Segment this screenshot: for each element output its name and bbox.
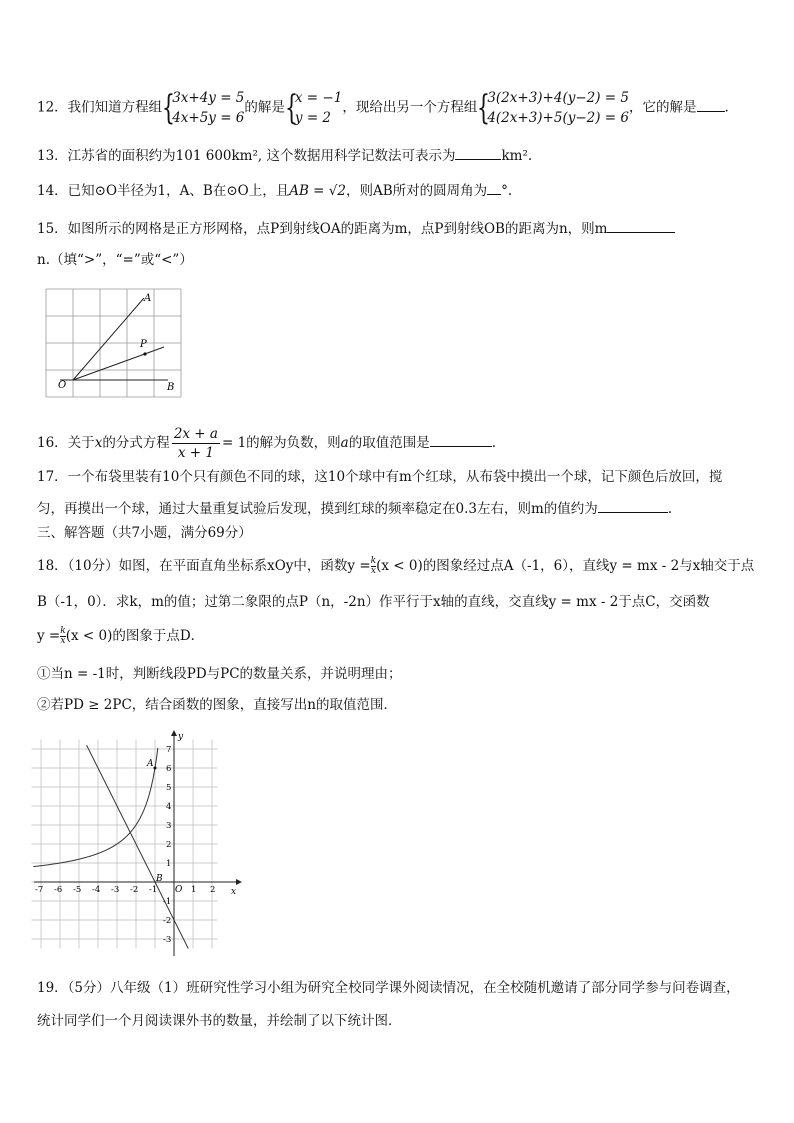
figure-18-coordinate-plane xyxy=(30,730,245,962)
equation-system-2: { 3(2x+3)+4(y−2) = 5 4(2x+3)+5(y−2) = 6 xyxy=(477,88,629,128)
answer-blank xyxy=(430,432,492,447)
point-P xyxy=(143,352,146,355)
y-tick-label: -1 xyxy=(163,897,172,907)
fraction-k-over-x: $\frac{k}{x}$ xyxy=(370,556,377,576)
x-axis-arrow xyxy=(236,879,242,885)
x-tick-label: -5 xyxy=(73,885,82,895)
question-19-line-1: 19．（5分）八年级（1）班研究性学习小组为研究全校同学课外阅读情况，在全校随机邀请了部分同学参与问卷调查， xyxy=(37,980,740,996)
question-15-line-2: n.（填“>”，“=”或“<”） xyxy=(37,252,193,268)
y-tick-label: -2 xyxy=(163,916,172,926)
y-tick-label: 3 xyxy=(166,821,172,831)
y-tick-label: 1 xyxy=(166,859,172,869)
label-A: A xyxy=(144,293,152,304)
tick-labels xyxy=(35,745,215,945)
y-tick-label: 5 xyxy=(166,783,172,793)
question-15-line-1: 15．如图所示的网格是正方形网格，点P到射线OA的距离为m，点P到射线OB的距离为n，则m xyxy=(37,218,675,239)
x-tick-label: -3 xyxy=(111,885,120,895)
label-O: O xyxy=(58,380,67,391)
answer-blank xyxy=(598,498,668,513)
question-18-line-1: 18．（10分）如图，在平面直角坐标系xOy中，函数y = $\frac{k}{x}$ (x < 0)的图象经过点A（-1，6），直线y = mx - 2与x轴交于点 xyxy=(37,556,755,576)
origin-label: O xyxy=(175,885,183,895)
question-17-line-1: 17．一个布袋里装有10个只有颜色不同的球，这10个球中有m个红球，从布袋中摸出一个球，记下颜色后放回，搅 xyxy=(37,469,723,485)
answer-blank xyxy=(697,97,725,112)
y-tick-label: -3 xyxy=(163,935,172,945)
label-P: P xyxy=(140,339,147,350)
question-17-line-2: 匀，再摸出一个球，通过大量重复试验后发现，摸到红球的频率稳定在0.3左右，则m的值约为 . xyxy=(37,498,672,519)
label-B: B xyxy=(167,382,175,393)
x-tick-label: -2 xyxy=(130,885,139,895)
x-tick-label: -6 xyxy=(54,885,63,895)
answer-blank xyxy=(455,145,501,160)
question-13: 13．江苏省的面积约为101 600km², 这个数据用科学记数法可表示为 km². xyxy=(37,145,532,166)
answer-blank xyxy=(607,218,675,233)
x-axis-label: x xyxy=(231,887,237,897)
question-19-line-2: 统计同学们一个月阅读课外书的数量，并绘制了以下统计图． xyxy=(37,1013,402,1029)
grid-lines xyxy=(32,740,218,949)
x-tick-label: -4 xyxy=(92,885,101,895)
question-16: 16．关于x的分式方程 $\frac{2x + a}{x + 1}$ = 1的解为负数，则a的取值范围是 . xyxy=(37,426,497,461)
hyperbola-curve xyxy=(33,748,157,867)
point-A-label: A xyxy=(147,759,154,769)
point-B-label: B xyxy=(156,874,163,884)
x-tick-label: -1 xyxy=(149,885,158,895)
x-tick-label: 1 xyxy=(191,885,197,895)
y-axis-label: y xyxy=(178,732,184,742)
x-tick-label: -7 xyxy=(35,885,44,895)
fraction-k-over-x: $\frac{k}{x}$ xyxy=(60,626,66,646)
solution-system: { x = −1 y = 2 xyxy=(284,88,343,128)
x-tick-label: 2 xyxy=(210,885,216,895)
section-heading: 三、解答题（共7小题，满分69分） xyxy=(37,525,252,541)
question-18-item-1: ①当n = -1时，判断线段PD与PC的数量关系，并说明理由； xyxy=(37,666,402,682)
y-tick-label: 4 xyxy=(166,802,172,812)
y-tick-label: 7 xyxy=(166,745,172,755)
grid-lines xyxy=(46,289,181,397)
y-axis-arrow xyxy=(171,730,177,736)
question-14: 14．已知⊙O半径为1，A、B在⊙O上，且AB = √2，则AB所对的圆周角为 °. xyxy=(37,180,512,201)
question-18-item-2: ②若PD ≥ 2PC，结合函数的图象，直接写出n的取值范围． xyxy=(37,697,397,713)
y-tick-label: 6 xyxy=(166,764,172,774)
answer-blank xyxy=(487,180,501,195)
line-y-mx-2 xyxy=(87,745,189,948)
question-18-line-2: B（-1，0）．求k，m的值；过第二象限的点P（n，-2n）作平行于x轴的直线，交直线y = mx - 2于点C，交函数 xyxy=(37,594,710,610)
y-tick-label: 2 xyxy=(166,840,172,850)
question-18-line-3: y = $\frac{k}{x}$ (x < 0)的图象于点D． xyxy=(37,626,205,646)
question-12: 12．我们知道方程组 { 3x+4y = 5 4x+5y = 6 的解是 { x = −1 y = 2 ，现给出另一个方程组 { 3(2x+3)+4(y−2) = 5 4(2x+3)+5(y−2) = 6 ，它的解是 . xyxy=(37,88,729,128)
figure-15-grid xyxy=(40,283,188,403)
equation-system-1: { 3x+4y = 5 4x+5y = 6 xyxy=(162,88,245,128)
fraction: $\frac{2x + a}{x + 1}$ xyxy=(173,426,218,461)
point-A xyxy=(154,767,157,770)
ray-OA xyxy=(73,298,144,380)
